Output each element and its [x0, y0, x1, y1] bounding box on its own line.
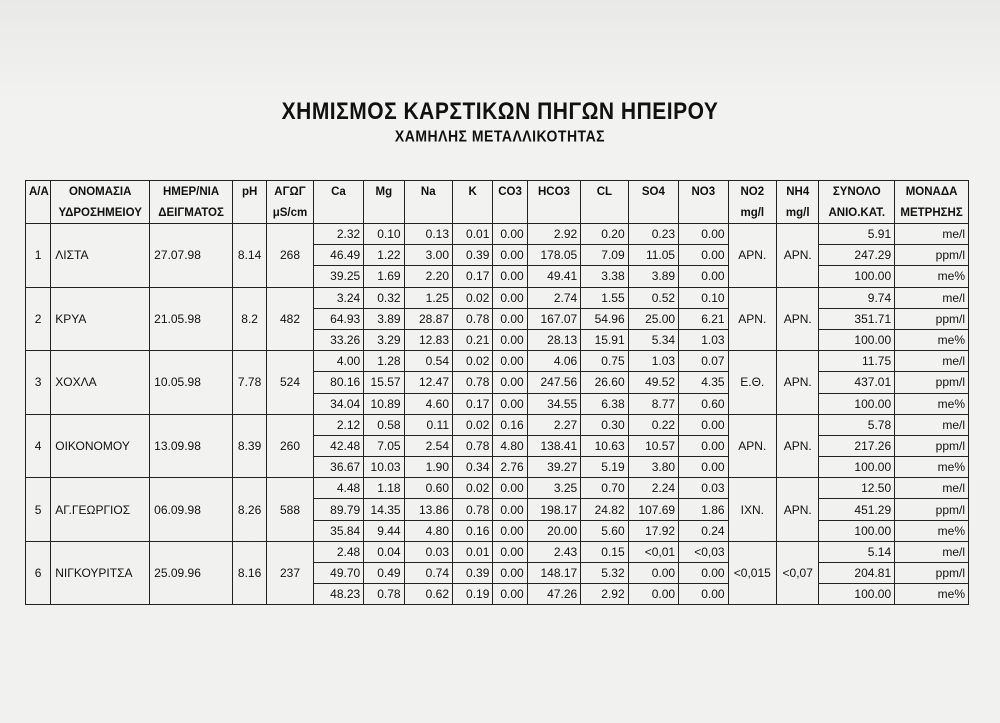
cell-k: 0.21 [453, 329, 493, 350]
cell-cl: 2.92 [581, 584, 628, 605]
sample-date: 06.09.98 [150, 478, 233, 542]
cell-unit: me% [895, 266, 969, 287]
row-number: 2 [26, 287, 51, 351]
cell-k: 0.02 [453, 478, 493, 499]
nh4-value: ΑΡΝ. [777, 414, 819, 478]
cell-ca: 89.79 [313, 499, 363, 520]
cell-co3: 0.00 [493, 287, 527, 308]
cell-mg: 3.29 [364, 329, 404, 350]
cell-total: 100.00 [819, 584, 895, 605]
cell-na: 0.13 [404, 224, 452, 245]
cell-k: 0.17 [453, 266, 493, 287]
cell-so4: 0.23 [628, 224, 678, 245]
cell-hco3: 3.25 [527, 478, 581, 499]
cell-k: 0.16 [453, 520, 493, 541]
cell-unit: me% [895, 520, 969, 541]
cell-so4: 0.52 [628, 287, 678, 308]
cell-hco3: 2.74 [527, 287, 581, 308]
cell-hco3: 34.55 [527, 393, 581, 414]
cell-mg: 0.49 [364, 563, 404, 584]
spring-name: ΚΡΥΑ [51, 287, 150, 351]
cell-so4: 11.05 [628, 245, 678, 266]
cell-co3: 0.16 [493, 414, 527, 435]
chemistry-table [25, 180, 969, 605]
cell-ca: 48.23 [313, 584, 363, 605]
nh4-value: <0,07 [777, 541, 819, 605]
conductivity-value: 524 [267, 351, 313, 415]
cell-cl: 24.82 [581, 499, 628, 520]
cell-mg: 15.57 [364, 372, 404, 393]
cell-unit: ppm/l [895, 435, 969, 456]
cell-no3: 0.00 [679, 563, 728, 584]
cell-na: 0.62 [404, 584, 452, 605]
ph-value: 8.16 [232, 541, 266, 605]
cell-hco3: 148.17 [527, 563, 581, 584]
cell-ca: 35.84 [313, 520, 363, 541]
cell-na: 4.80 [404, 520, 452, 541]
cell-mg: 10.03 [364, 457, 404, 478]
table-body [26, 224, 969, 605]
cell-mg: 14.35 [364, 499, 404, 520]
conductivity-value: 260 [267, 414, 313, 478]
cell-hco3: 2.92 [527, 224, 581, 245]
cell-so4: 0.22 [628, 414, 678, 435]
cell-mg: 1.18 [364, 478, 404, 499]
header-nh4-unit: mg/l [777, 202, 819, 224]
cell-hco3: 178.05 [527, 245, 581, 266]
page-title: ΧΗΜΙΣΜΟΣ ΚΑΡΣΤΙΚΩΝ ΠΗΓΩΝ ΗΠΕΙΡΟΥ [281, 98, 719, 125]
cell-co3: 0.00 [493, 541, 527, 562]
cell-so4: 5.34 [628, 329, 678, 350]
cell-co3: 0.00 [493, 372, 527, 393]
cell-no3: 0.07 [679, 351, 728, 372]
cell-na: 0.74 [404, 563, 452, 584]
cell-co3: 0.00 [493, 266, 527, 287]
cell-co3: 2.76 [493, 457, 527, 478]
cell-cl: 54.96 [581, 308, 628, 329]
header-nh4: NH4 [777, 181, 819, 203]
cell-so4: 1.03 [628, 351, 678, 372]
cell-ca: 2.12 [313, 414, 363, 435]
cell-k: 0.34 [453, 457, 493, 478]
header-cl: CL [581, 181, 628, 203]
no2-value: ΑΡΝ. [728, 287, 776, 351]
ph-value: 7.78 [232, 351, 266, 415]
cell-na: 1.90 [404, 457, 452, 478]
cell-total: 9.74 [819, 287, 895, 308]
cell-unit: ppm/l [895, 308, 969, 329]
cell-hco3: 198.17 [527, 499, 581, 520]
cell-ca: 34.04 [313, 393, 363, 414]
cell-co3: 0.00 [493, 520, 527, 541]
table-row [26, 478, 969, 499]
cell-total: 217.26 [819, 435, 895, 456]
header-ca: Ca [313, 181, 363, 203]
no2-value: ΙΧΝ. [728, 478, 776, 542]
conductivity-value: 237 [267, 541, 313, 605]
cell-ca: 33.26 [313, 329, 363, 350]
cell-unit: me/l [895, 287, 969, 308]
cell-mg: 3.89 [364, 308, 404, 329]
header-no3: NO3 [679, 181, 728, 203]
cell-mg: 10.89 [364, 393, 404, 414]
cell-no3: 0.00 [679, 584, 728, 605]
cell-na: 12.83 [404, 329, 452, 350]
cell-cl: 6.38 [581, 393, 628, 414]
cell-co3: 0.00 [493, 329, 527, 350]
cell-hco3: 39.27 [527, 457, 581, 478]
cell-k: 0.02 [453, 287, 493, 308]
cell-cl: 0.30 [581, 414, 628, 435]
cell-cl: 0.15 [581, 541, 628, 562]
header-co3: CO3 [493, 181, 527, 203]
cell-unit: me/l [895, 351, 969, 372]
spring-name: ΧΟΧΛΑ [51, 351, 150, 415]
cell-so4: 25.00 [628, 308, 678, 329]
cell-co3: 0.00 [493, 584, 527, 605]
cell-total: 100.00 [819, 457, 895, 478]
cell-na: 2.54 [404, 435, 452, 456]
table-row [26, 541, 969, 562]
cell-no3: 0.00 [679, 435, 728, 456]
cell-co3: 0.00 [493, 563, 527, 584]
cell-co3: 0.00 [493, 393, 527, 414]
header-total-2: ΑΝΙΟ.ΚΑΤ. [819, 202, 895, 224]
conductivity-value: 482 [267, 287, 313, 351]
cell-no3: 0.00 [679, 245, 728, 266]
sample-date: 27.07.98 [150, 224, 233, 288]
cell-na: 0.54 [404, 351, 452, 372]
cell-unit: me/l [895, 414, 969, 435]
cell-na: 13.86 [404, 499, 452, 520]
cell-so4: 0.00 [628, 584, 678, 605]
header-name-2: ΥΔΡΟΣΗΜΕΙΟΥ [51, 202, 150, 224]
nh4-value: ΑΡΝ. [777, 287, 819, 351]
cell-hco3: 28.13 [527, 329, 581, 350]
spring-name: ΑΓ.ΓΕΩΡΓΙΟΣ [51, 478, 150, 542]
page-subtitle: ΧΑΜΗΛΗΣ ΜΕΤΑΛΛΙΚΟΤΗΤΑΣ [394, 127, 606, 145]
table-row [26, 287, 969, 308]
cell-cl: 0.20 [581, 224, 628, 245]
no2-value: ΑΡΝ. [728, 414, 776, 478]
cell-so4: 2.24 [628, 478, 678, 499]
cell-k: 0.01 [453, 224, 493, 245]
cell-no3: <0,03 [679, 541, 728, 562]
no2-value: <0,015 [728, 541, 776, 605]
cell-mg: 0.78 [364, 584, 404, 605]
cell-hco3: 20.00 [527, 520, 581, 541]
header-agog-unit: μS/cm [267, 202, 313, 224]
cell-cl: 5.32 [581, 563, 628, 584]
cell-total: 5.91 [819, 224, 895, 245]
cell-k: 0.39 [453, 563, 493, 584]
cell-unit: me/l [895, 224, 969, 245]
conductivity-value: 588 [267, 478, 313, 542]
cell-mg: 1.28 [364, 351, 404, 372]
cell-so4: 10.57 [628, 435, 678, 456]
cell-total: 351.71 [819, 308, 895, 329]
cell-ca: 2.48 [313, 541, 363, 562]
cell-co3: 0.00 [493, 351, 527, 372]
row-number: 5 [26, 478, 51, 542]
cell-unit: ppm/l [895, 372, 969, 393]
cell-total: 204.81 [819, 563, 895, 584]
no2-value: Ε.Θ. [728, 351, 776, 415]
cell-hco3: 47.26 [527, 584, 581, 605]
cell-mg: 0.32 [364, 287, 404, 308]
cell-unit: me% [895, 393, 969, 414]
cell-hco3: 138.41 [527, 435, 581, 456]
cell-k: 0.19 [453, 584, 493, 605]
row-number: 6 [26, 541, 51, 605]
cell-cl: 1.55 [581, 287, 628, 308]
cell-mg: 1.22 [364, 245, 404, 266]
cell-total: 437.01 [819, 372, 895, 393]
cell-mg: 7.05 [364, 435, 404, 456]
nh4-value: ΑΡΝ. [777, 351, 819, 415]
cell-no3: 6.21 [679, 308, 728, 329]
header-k: K [453, 181, 493, 203]
cell-so4: 3.80 [628, 457, 678, 478]
header-mg: Mg [364, 181, 404, 203]
ph-value: 8.2 [232, 287, 266, 351]
ph-value: 8.14 [232, 224, 266, 288]
cell-no3: 1.86 [679, 499, 728, 520]
cell-na: 12.47 [404, 372, 452, 393]
cell-co3: 4.80 [493, 435, 527, 456]
header-so4: SO4 [628, 181, 678, 203]
cell-k: 0.78 [453, 372, 493, 393]
header-no2: NO2 [728, 181, 776, 203]
cell-hco3: 2.43 [527, 541, 581, 562]
spring-name: ΝΙΓΚΟΥΡΙΤΣΑ [51, 541, 150, 605]
cell-co3: 0.00 [493, 308, 527, 329]
header-unit-2: ΜΕΤΡΗΣΗΣ [895, 202, 969, 224]
header-ph: pH [232, 181, 266, 203]
cell-no3: 1.03 [679, 329, 728, 350]
cell-no3: 0.10 [679, 287, 728, 308]
cell-na: 4.60 [404, 393, 452, 414]
cell-cl: 26.60 [581, 372, 628, 393]
cell-co3: 0.00 [493, 224, 527, 245]
ph-value: 8.39 [232, 414, 266, 478]
cell-unit: me/l [895, 478, 969, 499]
cell-na: 0.60 [404, 478, 452, 499]
cell-ca: 39.25 [313, 266, 363, 287]
cell-cl: 7.09 [581, 245, 628, 266]
cell-total: 100.00 [819, 329, 895, 350]
cell-total: 100.00 [819, 520, 895, 541]
header-row-2 [26, 202, 969, 224]
header-no2-unit: mg/l [728, 202, 776, 224]
header-date-2: ΔΕΙΓΜΑΤΟΣ [150, 202, 233, 224]
cell-ca: 64.93 [313, 308, 363, 329]
header-total: ΣΥΝΟΛΟ [819, 181, 895, 203]
cell-na: 28.87 [404, 308, 452, 329]
cell-na: 1.25 [404, 287, 452, 308]
cell-no3: 0.00 [679, 266, 728, 287]
cell-so4: <0,01 [628, 541, 678, 562]
cell-unit: me% [895, 457, 969, 478]
cell-no3: 4.35 [679, 372, 728, 393]
header-row-1 [26, 181, 969, 203]
cell-unit: me% [895, 329, 969, 350]
table-row [26, 351, 969, 372]
cell-no3: 0.60 [679, 393, 728, 414]
cell-ca: 49.70 [313, 563, 363, 584]
conductivity-value: 268 [267, 224, 313, 288]
table-row [26, 224, 969, 245]
cell-so4: 8.77 [628, 393, 678, 414]
header-unit: ΜΟΝΑΔΑ [895, 181, 969, 203]
cell-total: 451.29 [819, 499, 895, 520]
cell-total: 247.29 [819, 245, 895, 266]
cell-cl: 15.91 [581, 329, 628, 350]
cell-hco3: 4.06 [527, 351, 581, 372]
cell-mg: 0.10 [364, 224, 404, 245]
cell-so4: 49.52 [628, 372, 678, 393]
cell-mg: 0.04 [364, 541, 404, 562]
cell-cl: 0.70 [581, 478, 628, 499]
cell-no3: 0.00 [679, 457, 728, 478]
sample-date: 21.05.98 [150, 287, 233, 351]
ph-value: 8.26 [232, 478, 266, 542]
cell-na: 0.03 [404, 541, 452, 562]
header-agog: ΑΓΩΓ [267, 181, 313, 203]
cell-cl: 0.75 [581, 351, 628, 372]
sample-date: 10.05.98 [150, 351, 233, 415]
cell-ca: 36.67 [313, 457, 363, 478]
cell-k: 0.01 [453, 541, 493, 562]
cell-mg: 1.69 [364, 266, 404, 287]
cell-total: 5.14 [819, 541, 895, 562]
sample-date: 25.09.96 [150, 541, 233, 605]
cell-ca: 42.48 [313, 435, 363, 456]
cell-unit: me% [895, 584, 969, 605]
row-number: 3 [26, 351, 51, 415]
cell-ca: 4.48 [313, 478, 363, 499]
cell-hco3: 247.56 [527, 372, 581, 393]
cell-no3: 0.00 [679, 414, 728, 435]
cell-so4: 107.69 [628, 499, 678, 520]
header-hco3: HCO3 [527, 181, 581, 203]
cell-ca: 80.16 [313, 372, 363, 393]
cell-cl: 5.60 [581, 520, 628, 541]
header-name: ΟΝΟΜΑΣΙΑ [51, 181, 150, 203]
cell-total: 100.00 [819, 266, 895, 287]
cell-so4: 17.92 [628, 520, 678, 541]
cell-no3: 0.24 [679, 520, 728, 541]
spring-name: ΟΙΚΟΝΟΜΟΥ [51, 414, 150, 478]
row-number: 4 [26, 414, 51, 478]
header-na: Na [404, 181, 452, 203]
cell-co3: 0.00 [493, 478, 527, 499]
cell-ca: 3.24 [313, 287, 363, 308]
cell-ca: 46.49 [313, 245, 363, 266]
cell-so4: 0.00 [628, 563, 678, 584]
header-aa: Α/Α [26, 181, 51, 203]
cell-unit: ppm/l [895, 245, 969, 266]
spring-name: ΛΙΣΤΑ [51, 224, 150, 288]
cell-k: 0.78 [453, 308, 493, 329]
cell-unit: ppm/l [895, 499, 969, 520]
table-row [26, 414, 969, 435]
cell-k: 0.17 [453, 393, 493, 414]
header-date: ΗΜΕΡ/ΝΙΑ [150, 181, 233, 203]
row-number: 1 [26, 224, 51, 288]
cell-total: 5.78 [819, 414, 895, 435]
cell-k: 0.78 [453, 499, 493, 520]
cell-cl: 10.63 [581, 435, 628, 456]
sample-date: 13.09.98 [150, 414, 233, 478]
cell-total: 11.75 [819, 351, 895, 372]
cell-k: 0.02 [453, 414, 493, 435]
cell-k: 0.78 [453, 435, 493, 456]
no2-value: ΑΡΝ. [728, 224, 776, 288]
cell-na: 3.00 [404, 245, 452, 266]
cell-ca: 4.00 [313, 351, 363, 372]
nh4-value: ΑΡΝ. [777, 224, 819, 288]
cell-k: 0.39 [453, 245, 493, 266]
cell-mg: 0.58 [364, 414, 404, 435]
cell-co3: 0.00 [493, 499, 527, 520]
cell-cl: 3.38 [581, 266, 628, 287]
cell-hco3: 167.07 [527, 308, 581, 329]
nh4-value: ΑΡΝ. [777, 478, 819, 542]
cell-hco3: 2.27 [527, 414, 581, 435]
cell-no3: 0.03 [679, 478, 728, 499]
cell-na: 2.20 [404, 266, 452, 287]
cell-hco3: 49.41 [527, 266, 581, 287]
cell-so4: 3.89 [628, 266, 678, 287]
cell-unit: ppm/l [895, 563, 969, 584]
cell-na: 0.11 [404, 414, 452, 435]
cell-k: 0.02 [453, 351, 493, 372]
cell-no3: 0.00 [679, 224, 728, 245]
cell-total: 100.00 [819, 393, 895, 414]
cell-unit: me/l [895, 541, 969, 562]
cell-total: 12.50 [819, 478, 895, 499]
cell-co3: 0.00 [493, 245, 527, 266]
cell-cl: 5.19 [581, 457, 628, 478]
cell-ca: 2.32 [313, 224, 363, 245]
cell-mg: 9.44 [364, 520, 404, 541]
